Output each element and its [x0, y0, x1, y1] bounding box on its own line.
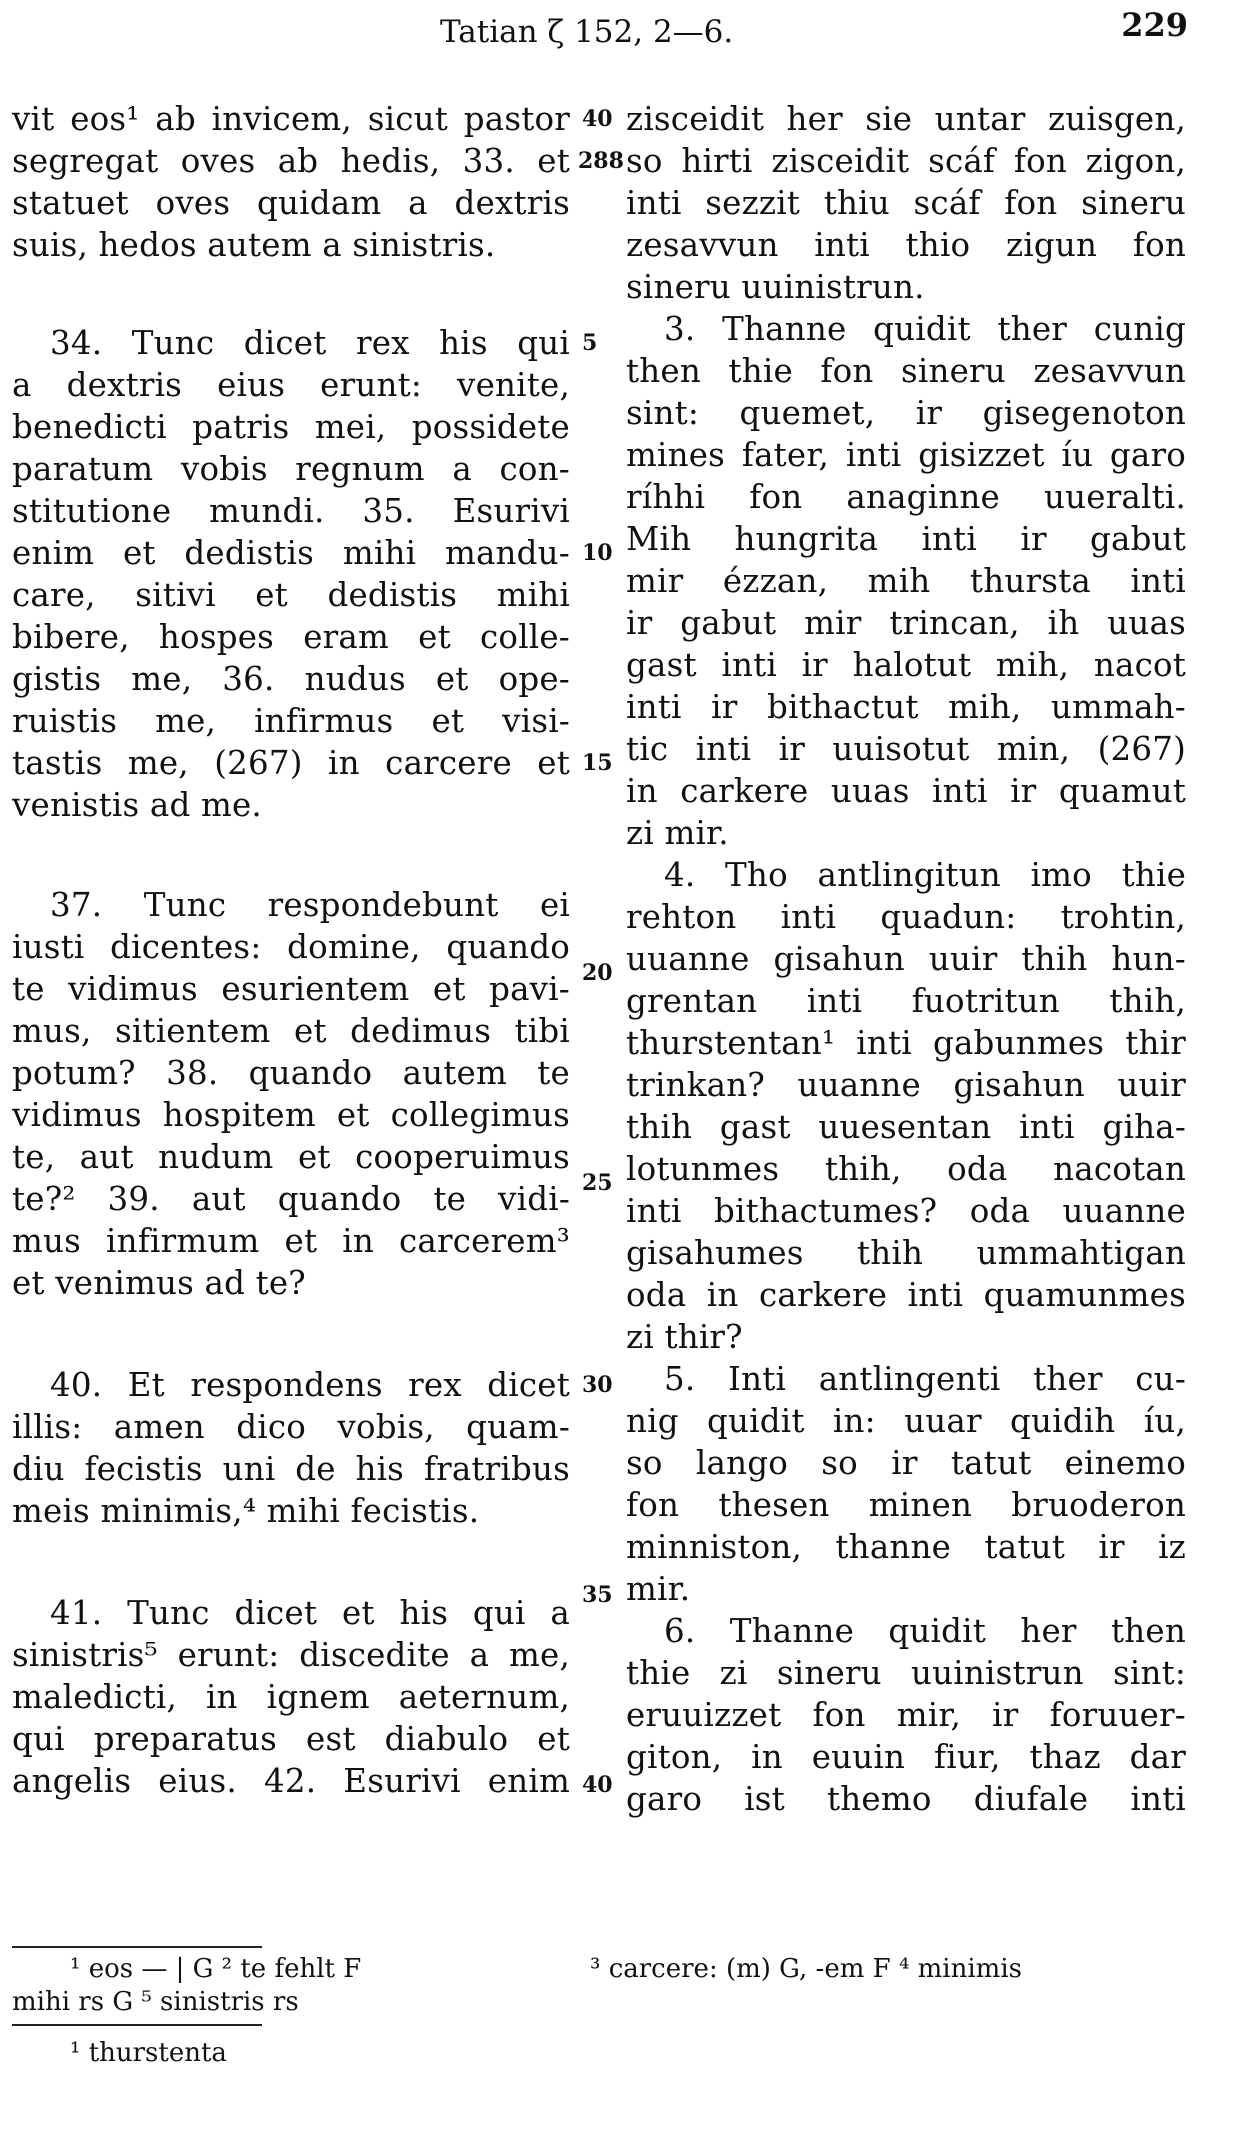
running-header-title: Tatian ζ 152, 2—6. [440, 14, 734, 50]
ohg-line: eruuizzet fon mir, ir foruuer- [626, 1696, 1186, 1734]
latin-line: 34. Tunc dicet rex his qui [50, 324, 570, 362]
latin-line: potum? 38. quando autem te [12, 1054, 570, 1092]
ohg-line: grentan inti fuotritun thih, [626, 982, 1186, 1020]
ohg-line: gisahumes thih ummahtigan [626, 1234, 1186, 1272]
latin-line: et venimus ad te? [12, 1264, 306, 1302]
latin-line: enim et dedistis mihi mandu- [12, 534, 570, 572]
footnote-rule [12, 1946, 262, 1948]
latin-line: te?² 39. aut quando te vidi- [12, 1180, 570, 1218]
latin-line: diu fecistis uni de his fratribus [12, 1450, 570, 1488]
ohg-line: zisceidit her sie untar zuisgen, [626, 100, 1186, 138]
ohg-line: 4. Tho antlingitun imo thie [664, 856, 1186, 894]
latin-line: segregat oves ab hedis, 33. et [12, 142, 570, 180]
footnote-latin-1: ¹ eos — | G ² te fehlt F [70, 1954, 362, 1984]
latin-line: sinistris⁵ erunt: discedite a me, [12, 1636, 570, 1674]
ohg-line: 3. Thanne quidit ther cunig [664, 310, 1186, 348]
ohg-line: Mih hungrita inti ir gabut [626, 520, 1186, 558]
section-reference: 288 [578, 148, 624, 174]
ohg-line: sineru uuinistrun. [626, 268, 925, 306]
latin-line: illis: amen dico vobis, quam- [12, 1408, 570, 1446]
line-number: 15 [582, 750, 613, 776]
ohg-line: nig quidit in: uuar quidih íu, [626, 1402, 1186, 1440]
ohg-line: lotunmes thih, oda nacotan [626, 1150, 1186, 1188]
ohg-line: then thie fon sineru zesavvun [626, 352, 1186, 390]
ohg-line: inti sezzit thiu scáf fon sineru [626, 184, 1186, 222]
ohg-line: ir gabut mir trincan, ih uuas [626, 604, 1186, 642]
latin-line: stitutione mundi. 35. Esurivi [12, 492, 570, 530]
latin-line: statuet oves quidam a dextris [12, 184, 570, 222]
ohg-line: so lango so ir tatut einemo [626, 1444, 1186, 1482]
latin-line: a dextris eius erunt: venite, [12, 366, 570, 404]
latin-line: ruistis me, infirmus et visi- [12, 702, 570, 740]
latin-line: tastis me, (267) in carcere et [12, 744, 570, 782]
latin-line: meis minimis,⁴ mihi fecistis. [12, 1492, 480, 1530]
latin-line: mus infirmum et in carcerem³ [12, 1222, 570, 1260]
latin-line: 40. Et respondens rex dicet [50, 1366, 570, 1404]
ohg-line: thie zi sineru uuinistrun sint: [626, 1654, 1186, 1692]
latin-line: 41. Tunc dicet et his qui a [50, 1594, 570, 1632]
latin-line: angelis eius. 42. Esurivi enim [12, 1762, 570, 1800]
latin-line: 37. Tunc respondebunt ei [50, 886, 570, 924]
ohg-line: sint: quemet, ir gisegenoton [626, 394, 1186, 432]
ohg-line: trinkan? uuanne gisahun uuir [626, 1066, 1186, 1104]
ohg-line: in carkere uuas inti ir quamut [626, 772, 1186, 810]
ohg-line: inti bithactumes? oda uuanne [626, 1192, 1186, 1230]
latin-line: suis, hedos autem a sinistris. [12, 226, 496, 264]
line-number: 5 [582, 330, 598, 356]
ohg-line: tic inti ir uuisotut min, (267) [626, 730, 1186, 768]
ohg-line: mir. [626, 1570, 691, 1608]
latin-line: te vidimus esurientem et pavi- [12, 970, 570, 1008]
ohg-line: minniston, thanne tatut ir iz [626, 1528, 1186, 1566]
ohg-line: rehton inti quadun: trohtin, [626, 898, 1186, 936]
ohg-line: 5. Inti antlingenti ther cu- [664, 1360, 1186, 1398]
ohg-line: giton, in euuin fiur, thaz dar [626, 1738, 1186, 1776]
ohg-line: mines fater, inti gisizzet íu garo [626, 436, 1186, 474]
ohg-line: zesavvun inti thio zigun fon [626, 226, 1186, 264]
latin-line: gistis me, 36. nudus et ope- [12, 660, 570, 698]
ohg-line: thurstentan¹ inti gabunmes thir [626, 1024, 1186, 1062]
ohg-line: fon thesen minen bruoderon [626, 1486, 1186, 1524]
latin-line: paratum vobis regnum a con- [12, 450, 570, 488]
footnote-ohg-1: ¹ thurstenta [70, 2038, 227, 2068]
latin-line: te, aut nudum et cooperuimus [12, 1138, 570, 1176]
ohg-line: so hirti zisceidit scáf fon zigon, [626, 142, 1186, 180]
latin-line: maledicti, in ignem aeternum, [12, 1678, 570, 1716]
ohg-line: zi mir. [626, 814, 729, 852]
ohg-line: garo ist themo diufale inti [626, 1780, 1186, 1818]
latin-line: vit eos¹ ab invicem, sicut pastor [12, 100, 570, 138]
ohg-line: 6. Thanne quidit her then [664, 1612, 1186, 1650]
page-number: 229 [1121, 6, 1188, 44]
footnote-rule-2 [12, 2024, 262, 2026]
latin-line: bibere, hospes eram et colle- [12, 618, 570, 656]
latin-line: care, sitivi et dedistis mihi [12, 576, 570, 614]
ohg-line: oda in carkere inti quamunmes [626, 1276, 1186, 1314]
ohg-line: inti ir bithactut mih, ummah- [626, 688, 1186, 726]
ohg-line: mir ézzan, mih thursta inti [626, 562, 1186, 600]
line-number: 35 [582, 1582, 613, 1608]
ohg-line: gast inti ir halotut mih, nacot [626, 646, 1186, 684]
latin-line: vidimus hospitem et collegimus [12, 1096, 570, 1134]
ohg-line: ríhhi fon anaginne uueralti. [626, 478, 1186, 516]
latin-line: iusti dicentes: domine, quando [12, 928, 570, 966]
latin-line: qui preparatus est diabulo et [12, 1720, 570, 1758]
line-number: 20 [582, 960, 613, 986]
latin-line: mus, sitientem et dedimus tibi [12, 1012, 570, 1050]
line-number: 40 [582, 1772, 613, 1798]
line-number: 30 [582, 1372, 613, 1398]
ohg-line: uuanne gisahun uuir thih hun- [626, 940, 1186, 978]
line-number: 10 [582, 540, 613, 566]
footnote-latin-3-4: ³ carcere: (m) G, -em F ⁴ minimis [590, 1954, 1022, 1984]
line-number: 25 [582, 1170, 613, 1196]
latin-line: benedicti patris mei, possidete [12, 408, 570, 446]
line-number: 40 [582, 106, 613, 132]
latin-line: venistis ad me. [12, 786, 262, 824]
ohg-line: thih gast uuesentan inti giha- [626, 1108, 1186, 1146]
ohg-line: zi thir? [626, 1318, 743, 1356]
footnote-latin-2: mihi rs G ⁵ sinistris rs [12, 1987, 299, 2017]
